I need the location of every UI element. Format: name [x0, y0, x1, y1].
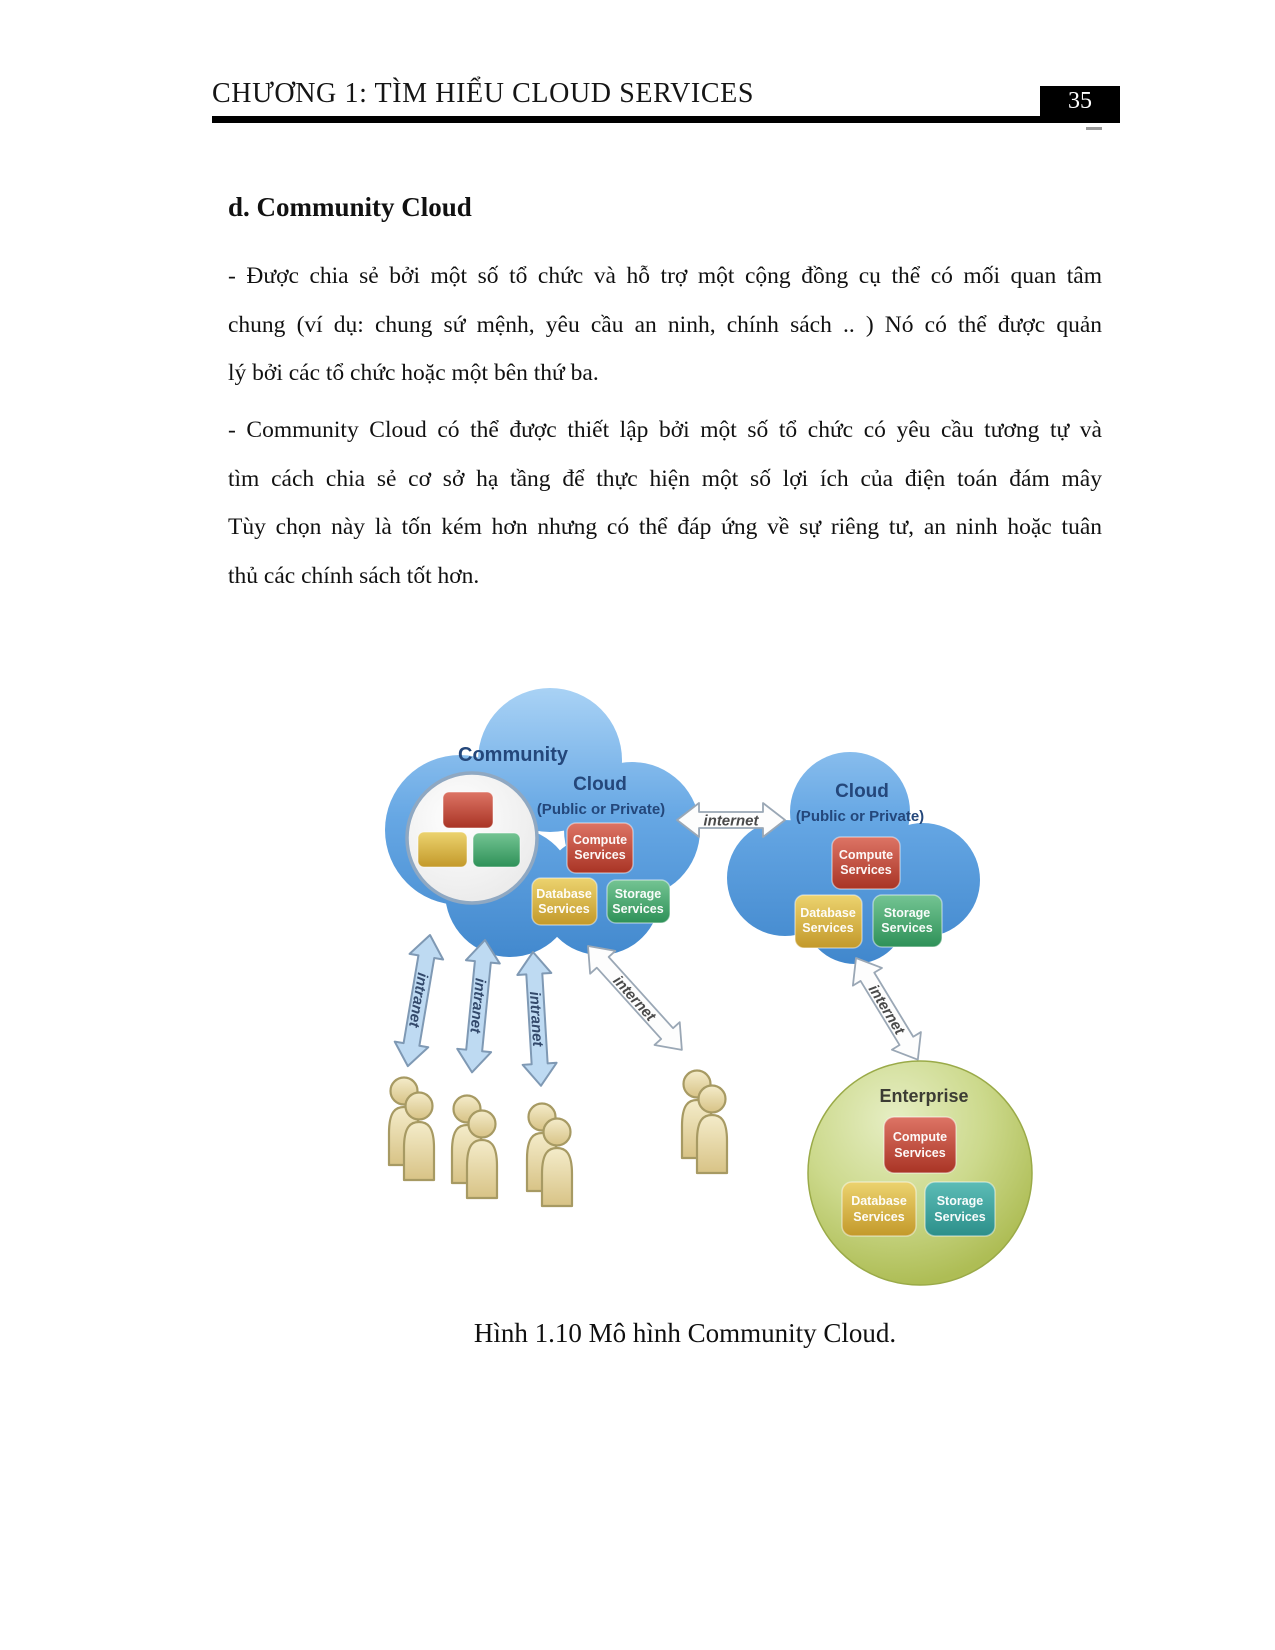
svg-text:StorageServices: Storage Services: [612, 887, 664, 916]
section-heading: d. Community Cloud: [228, 192, 472, 222]
paragraph-line: Tùy chọn này là tốn kém hơn nhưng có thể đáp ứng về sự riêng tư, an ninh hoặc tuân: [228, 514, 1102, 540]
svg-text:StorageServices: Storage Services: [934, 1194, 986, 1224]
paragraph-line: chung (ví dụ: chung sứ mệnh, yêu cầu an ninh, chính sách .. ) Nó có thể được quản: [228, 311, 1102, 338]
page-number-badge: [1040, 86, 1120, 116]
figure-caption: Hình 1.10 Mô hình Community Cloud.: [473, 1318, 897, 1348]
internet-arrow-between-clouds: [677, 803, 785, 837]
member-green-box: [473, 833, 520, 867]
service-box-storage: [925, 1182, 995, 1236]
member-yellow-box: [418, 832, 467, 867]
paragraph-line: thủ các chính sách tốt hơn.: [228, 562, 480, 589]
svg-text:StorageServices: Storage Services: [881, 906, 933, 935]
people-group-1: [389, 1078, 434, 1181]
svg-text:DatabaseServices: Database Services: [536, 887, 592, 916]
left-cloud-subtitle: (Public or Private): [536, 801, 666, 818]
service-box-storage: [873, 895, 942, 947]
right-cloud-title: Cloud: [835, 781, 889, 802]
svg-text:internet: internet: [609, 972, 659, 1025]
svg-text:intranet: intranet: [405, 971, 431, 1029]
svg-text:internet: internet: [864, 981, 908, 1038]
svg-text:DatabaseServices: Database Services: [851, 1194, 907, 1224]
service-box-compute: [884, 1117, 956, 1173]
paragraph-line: lý bởi các tổ chức hoặc một bên thứ ba.: [228, 360, 599, 386]
people-group-2: [452, 1096, 497, 1199]
svg-text:internet: internet: [703, 812, 759, 830]
community-cloud: [385, 688, 700, 957]
svg-text:ComputeServices: Compute Services: [572, 833, 628, 862]
service-box-database: [795, 895, 862, 948]
paragraph-2: [228, 406, 1102, 600]
left-cloud-title: Cloud: [573, 774, 627, 795]
service-box-compute: [567, 823, 633, 873]
stray-underscore-mark: [1086, 127, 1102, 130]
svg-text:intranet: intranet: [466, 977, 489, 1034]
paragraph-line: - Được chia sẻ bởi một số tổ chức và hỗ trợ một cộng đồng cụ thể có mối quan tâm: [228, 263, 1102, 289]
service-box-database: [532, 878, 597, 925]
people-group-4: [682, 1071, 727, 1174]
svg-text:ComputeServices: Compute Services: [892, 1130, 948, 1160]
chapter-title: CHƯƠNG 1: TÌM HIỂU CLOUD SERVICES: [212, 78, 754, 109]
enterprise-circle: [808, 1061, 1032, 1285]
internet-arrow-to-enterprise: [841, 949, 932, 1068]
internet-arrow-to-users: [575, 935, 694, 1062]
member-red-box: [443, 792, 493, 828]
intranet-arrow-3: [516, 951, 558, 1087]
intranet-arrow-1: [391, 932, 447, 1069]
paragraph-1: [228, 252, 1102, 398]
svg-text:DatabaseServices: Database Services: [800, 906, 856, 935]
community-members-circle: [407, 773, 537, 903]
service-box-compute: [832, 837, 900, 889]
public-private-cloud: [727, 752, 980, 964]
people-group-3: [527, 1104, 572, 1207]
header-rule: [212, 116, 1120, 123]
page-number: 35: [1068, 88, 1092, 114]
community-label: Community: [458, 744, 568, 766]
svg-text:ComputeServices: Compute Services: [838, 848, 894, 877]
intranet-arrow-2: [455, 938, 502, 1074]
svg-text:intranet: intranet: [525, 990, 547, 1047]
service-box-database: [842, 1182, 916, 1236]
figure-community-cloud-diagram: [360, 640, 1040, 1295]
right-cloud-subtitle: (Public or Private): [795, 808, 925, 825]
enterprise-label: Enterprise: [879, 1086, 969, 1106]
paragraph-line: tìm cách chia sẻ cơ sở hạ tầng để thực hiện một số lợi ích của điện toán đám mây: [228, 465, 1102, 492]
paragraph-line: - Community Cloud có thể được thiết lập bởi một số tổ chức có yêu cầu tương tự và: [228, 417, 1102, 443]
service-box-storage: [607, 880, 670, 923]
